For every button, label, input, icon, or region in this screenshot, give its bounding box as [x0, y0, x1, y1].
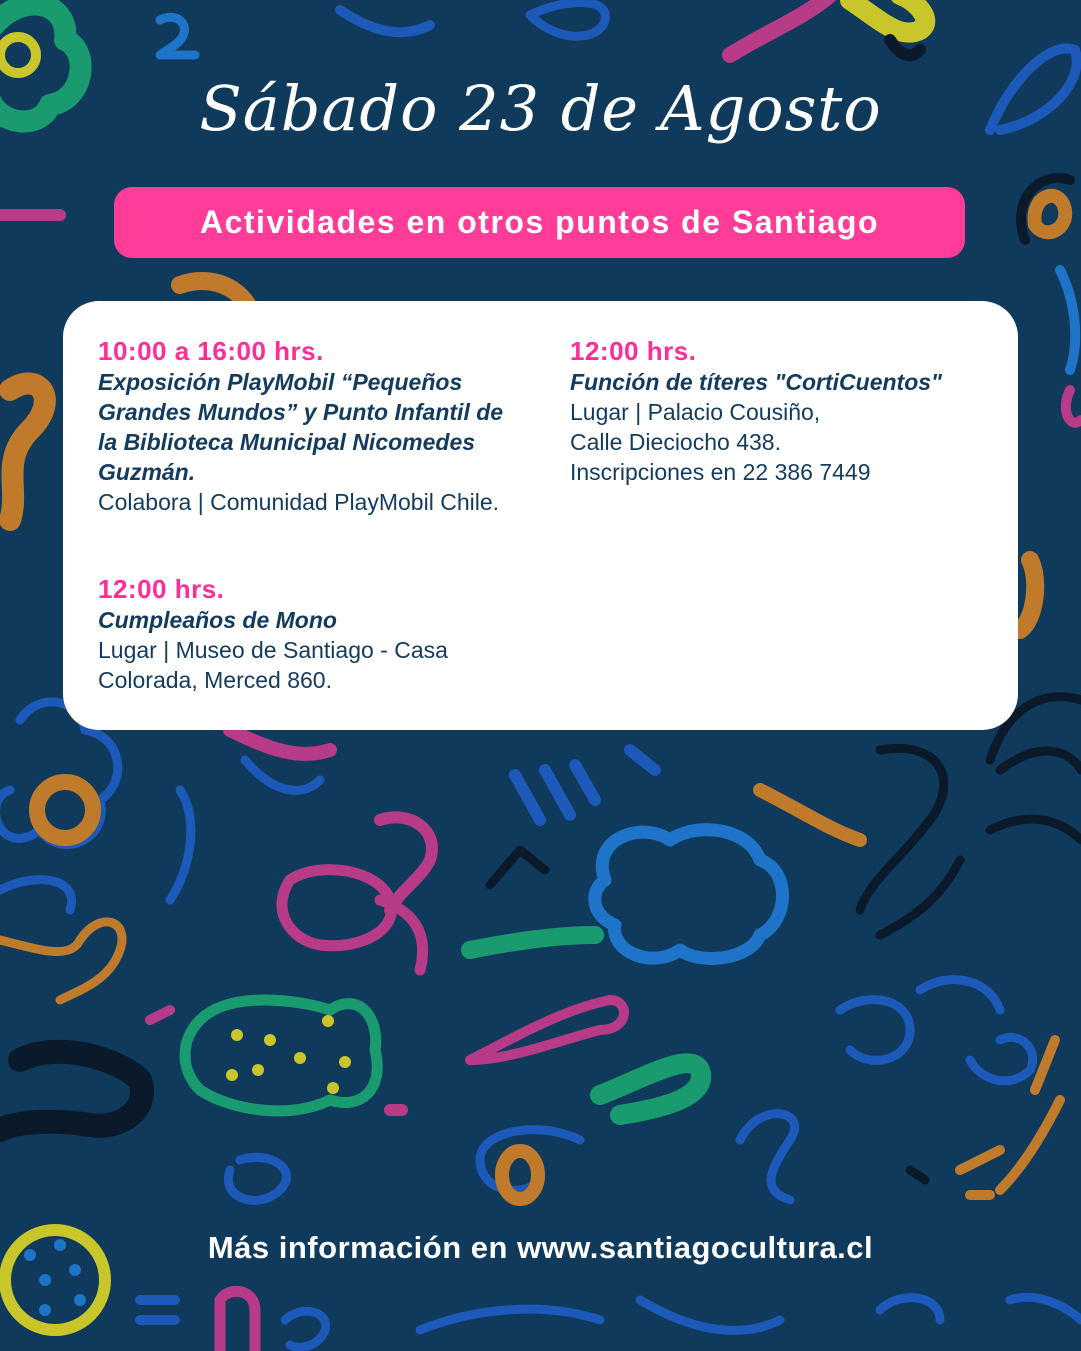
event-time: 10:00 a 16:00 hrs. — [98, 336, 324, 366]
event-item — [98, 573, 518, 695]
event-time: 12:00 hrs. — [570, 336, 697, 366]
event-item — [570, 335, 990, 487]
event-item — [98, 335, 528, 517]
event-name: Función de títeres "CortiCuentos" — [570, 369, 942, 395]
event-detail: Calle Dieciocho 438. — [570, 429, 781, 455]
event-detail: Colabora | Comunidad PlayMobil Chile. — [98, 489, 500, 515]
event-detail: Lugar | Palacio Cousiño, — [570, 399, 821, 425]
more-info-text: Más información en www.santiagocultura.cl — [207, 1230, 874, 1265]
event-name: Exposición PlayMobil “Pequeños Grandes Mundos” y Punto Infantil de la Biblioteca Municipal Nicomedes Guzmán. — [98, 369, 504, 485]
events-card — [63, 301, 1018, 730]
page-title: Sábado 23 de Agosto — [199, 72, 882, 145]
subtitle-text: Actividades en otros puntos de Santiago — [199, 204, 880, 240]
event-time: 12:00 hrs. — [98, 574, 225, 604]
event-detail: Lugar | Museo de Santiago - Casa Colorada, Merced 860. — [98, 637, 448, 693]
event-detail: Inscripciones en 22 386 7449 — [570, 459, 871, 485]
subtitle-banner — [114, 187, 965, 258]
event-name: Cumpleaños de Mono — [98, 607, 337, 633]
